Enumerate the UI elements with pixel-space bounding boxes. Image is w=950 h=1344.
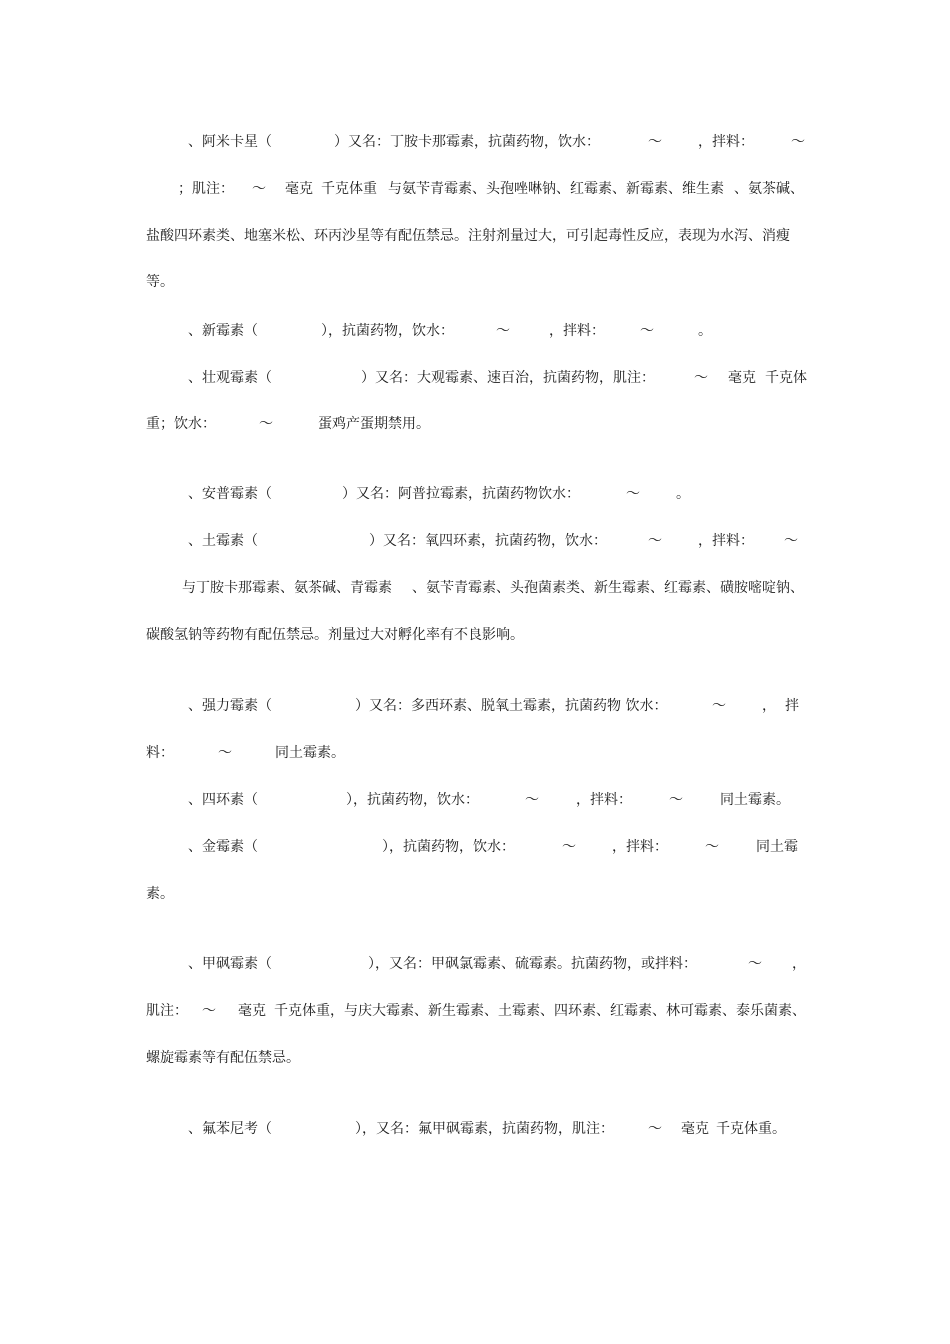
text-segment: 等。 bbox=[146, 274, 174, 290]
text-segment: 、强力霉素（ bbox=[188, 698, 272, 714]
text-segment: 千克体 bbox=[765, 370, 807, 386]
text-segment: ～ bbox=[694, 370, 708, 386]
text-segment: ， bbox=[762, 698, 776, 714]
text-segment: 、壮观霉素（ bbox=[188, 370, 272, 386]
text-segment: ）又名：丁胺卡那霉素，抗菌药物，饮水： bbox=[334, 134, 600, 150]
text-segment: ，拌料： bbox=[612, 839, 668, 855]
text-line bbox=[0, 1046, 950, 1070]
text-segment: ），抗菌药物，饮水： bbox=[321, 323, 454, 339]
text-segment: 盐酸四环素类、地塞米松、环丙沙星等有配伍禁忌。注射剂量过大，可引起毒性反应，表现为水泻、消瘦 bbox=[146, 228, 790, 244]
text-segment: 毫克 bbox=[285, 181, 313, 197]
text-segment: ～ bbox=[202, 1003, 216, 1019]
text-segment: 螺旋霉素等有配伍禁忌。 bbox=[146, 1050, 300, 1066]
text-segment: ～ bbox=[496, 323, 510, 339]
text-segment: ～ bbox=[791, 134, 805, 150]
text-segment: 、甲砜霉素（ bbox=[188, 956, 272, 972]
text-line bbox=[0, 270, 950, 294]
text-line bbox=[0, 788, 950, 812]
text-segment: ），抗菌药物，饮水： bbox=[382, 839, 515, 855]
text-segment: ～ bbox=[259, 416, 273, 432]
text-segment: 毫克 bbox=[728, 370, 756, 386]
text-line bbox=[0, 529, 950, 553]
text-segment: ，拌料： bbox=[698, 134, 754, 150]
text-segment: ；肌注： bbox=[178, 181, 234, 197]
text-segment: ）又名：氧四环素，抗菌药物，饮水： bbox=[369, 533, 607, 549]
text-segment: ～ bbox=[784, 533, 798, 549]
text-segment: 碳酸氢钠等药物有配伍禁忌。剂量过大对孵化率有不良影响。 bbox=[146, 627, 524, 643]
text-segment: ，拌料： bbox=[698, 533, 754, 549]
text-segment: ），又名：氟甲砜霉素，抗菌药物，肌注： bbox=[355, 1121, 614, 1137]
text-segment: 拌 bbox=[785, 698, 799, 714]
text-segment: 、土霉素（ bbox=[188, 533, 258, 549]
text-line bbox=[0, 1117, 950, 1141]
text-segment: ～ bbox=[648, 1121, 662, 1137]
text-segment: 与氨苄青霉素、头孢唑啉钠、红霉素、新霉素、维生素 bbox=[388, 181, 724, 197]
text-segment: 同土霉素。 bbox=[275, 745, 345, 761]
text-segment: ～ bbox=[669, 792, 683, 808]
text-segment: 素。 bbox=[146, 886, 174, 902]
text-segment: 与丁胺卡那霉素、氨茶碱、青霉素 bbox=[182, 580, 392, 596]
text-segment: 同土霉素。 bbox=[720, 792, 790, 808]
text-line bbox=[0, 882, 950, 906]
text-segment: 蛋鸡产蛋期禁用。 bbox=[318, 416, 430, 432]
text-segment: 、安普霉素（ bbox=[188, 486, 272, 502]
text-line bbox=[0, 224, 950, 248]
text-line bbox=[0, 177, 950, 201]
text-segment: 毫克 bbox=[681, 1121, 709, 1137]
text-line bbox=[0, 412, 950, 436]
text-segment: ）又名：多西环素、脱氧土霉素，抗菌药物 饮水： bbox=[355, 698, 668, 714]
text-segment: ，拌料： bbox=[576, 792, 632, 808]
text-segment: ～ bbox=[640, 323, 654, 339]
text-line bbox=[0, 130, 950, 154]
text-segment: ，拌料： bbox=[549, 323, 605, 339]
text-segment: ， bbox=[792, 956, 806, 972]
text-segment: 、金霉素（ bbox=[188, 839, 258, 855]
text-segment: ～ bbox=[562, 839, 576, 855]
text-segment: ～ bbox=[218, 745, 232, 761]
text-segment: 料： bbox=[146, 745, 174, 761]
text-segment: 、氨茶碱、 bbox=[734, 181, 804, 197]
text-line bbox=[0, 999, 950, 1023]
text-line bbox=[0, 694, 950, 718]
text-segment: ）又名：大观霉素、速百治，抗菌药物，肌注： bbox=[361, 370, 655, 386]
text-segment: 、氟苯尼考（ bbox=[188, 1121, 272, 1137]
text-segment: ）又名：阿普拉霉素，抗菌药物饮水： bbox=[342, 486, 580, 502]
text-segment: 。 bbox=[698, 323, 712, 339]
text-line bbox=[0, 482, 950, 506]
text-segment: 毫克 bbox=[238, 1003, 266, 1019]
text-segment: ～ bbox=[525, 792, 539, 808]
text-segment: ～ bbox=[648, 533, 662, 549]
text-segment: 、氨苄青霉素、头孢菌素类、新生霉素、红霉素、磺胺嘧啶钠、 bbox=[412, 580, 804, 596]
text-segment: ～ bbox=[748, 956, 762, 972]
text-segment: 肌注： bbox=[146, 1003, 188, 1019]
text-line bbox=[0, 319, 950, 343]
text-segment: ），抗菌药物，饮水： bbox=[346, 792, 479, 808]
text-segment: ），又名：甲砜氯霉素、硫霉素。抗菌药物，或拌料： bbox=[368, 956, 697, 972]
text-segment: ～ bbox=[648, 134, 662, 150]
text-line bbox=[0, 741, 950, 765]
text-segment: 重；饮水： bbox=[146, 416, 216, 432]
text-line bbox=[0, 576, 950, 600]
text-segment: 千克体重 bbox=[321, 181, 377, 197]
text-segment: 千克体重。 bbox=[716, 1121, 786, 1137]
text-segment: ～ bbox=[626, 486, 640, 502]
text-segment: 同土霉 bbox=[756, 839, 798, 855]
text-segment: 、新霉素（ bbox=[188, 323, 258, 339]
text-segment: 千克体重，与庆大霉素、新生霉素、土霉素、四环素、红霉素、林可霉素、泰乐菌素、 bbox=[274, 1003, 806, 1019]
text-line bbox=[0, 835, 950, 859]
text-segment: 、四环素（ bbox=[188, 792, 258, 808]
text-segment: 、阿米卡星（ bbox=[188, 134, 272, 150]
text-line bbox=[0, 952, 950, 976]
text-segment: ～ bbox=[712, 698, 726, 714]
text-segment: 。 bbox=[676, 486, 690, 502]
text-line bbox=[0, 366, 950, 390]
text-segment: ～ bbox=[252, 181, 266, 197]
text-segment: ～ bbox=[705, 839, 719, 855]
text-line bbox=[0, 623, 950, 647]
